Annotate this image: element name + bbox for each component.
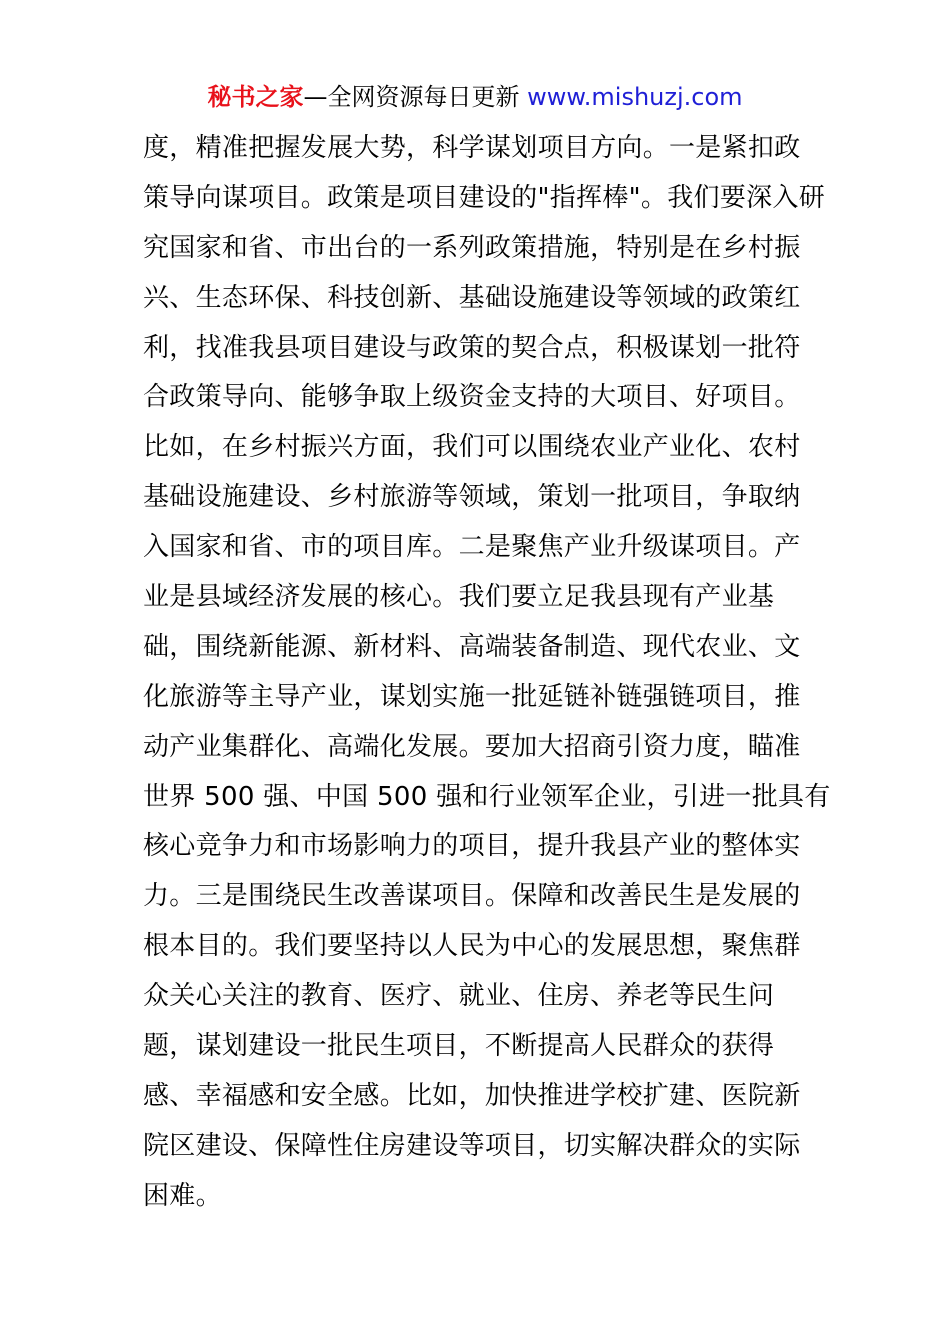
text-line: 感、幸福感和安全感。比如，加快推进学校扩建、医院新 — [143, 1080, 801, 1111]
text-line: 利，找准我县项目建设与政策的契合点，积极谋划一批符 — [143, 332, 801, 363]
text-line: 究国家和省、市出台的一系列政策措施，特别是在乡村振 — [143, 232, 801, 263]
text-line: 础，围绕新能源、新材料、高端装备制造、现代农业、文 — [143, 631, 801, 662]
text-line: 业是县域经济发展的核心。我们要立足我县现有产业基 — [143, 582, 775, 613]
text-line: 题，谋划建设一批民生项目，不断提高人民群众的获得 — [143, 1031, 775, 1062]
text-line: 力。三是围绕民生改善谋项目。保障和改善民生是发展的 — [143, 881, 801, 912]
text-line: 动产业集群化、高端化发展。要加大招商引资力度，瞄准 — [143, 731, 801, 762]
text-line: 世界 500 强、中国 500 强和行业领军企业，引进一批具有 — [143, 781, 831, 812]
text-line: 核心竞争力和市场影响力的项目，提升我县产业的整体实 — [143, 831, 801, 862]
page-header — [0, 80, 950, 114]
text-line: 入国家和省、市的项目库。二是聚焦产业升级谋项目。产 — [143, 532, 801, 563]
text-line: 根本目的。我们要坚持以人民为中心的发展思想，聚焦群 — [143, 931, 801, 962]
text-line: 策导向谋项目。政策是项目建设的"指挥棒"。我们要深入研 — [143, 182, 826, 213]
text-line: 困难。 — [143, 1180, 222, 1211]
site-url-link[interactable]: www.mishuzj.com — [527, 83, 743, 111]
text-line: 比如，在乡村振兴方面，我们可以围绕农业产业化、农村 — [143, 432, 801, 463]
text-line: 基础设施建设、乡村旅游等领域，策划一批项目，争取纳 — [143, 482, 801, 513]
text-line: 院区建设、保障性住房建设等项目，切实解决群众的实际 — [143, 1130, 801, 1161]
document-body — [143, 124, 831, 1222]
text-line: 众关心关注的教育、医疗、就业、住房、养老等民生问 — [143, 981, 775, 1012]
site-brand: 秘书之家 — [207, 83, 304, 111]
text-line: 合政策导向、能够争取上级资金支持的大项目、好项目。 — [143, 382, 801, 413]
text-line: 度，精准把握发展大势，科学谋划项目方向。一是紧扣政 — [143, 133, 801, 163]
text-line: 兴、生态环保、科技创新、基础设施建设等领域的政策红 — [143, 282, 801, 313]
site-tagline: —全网资源每日更新 — [303, 83, 520, 111]
text-line: 化旅游等主导产业，谋划实施一批延链补链强链项目，推 — [143, 681, 801, 712]
